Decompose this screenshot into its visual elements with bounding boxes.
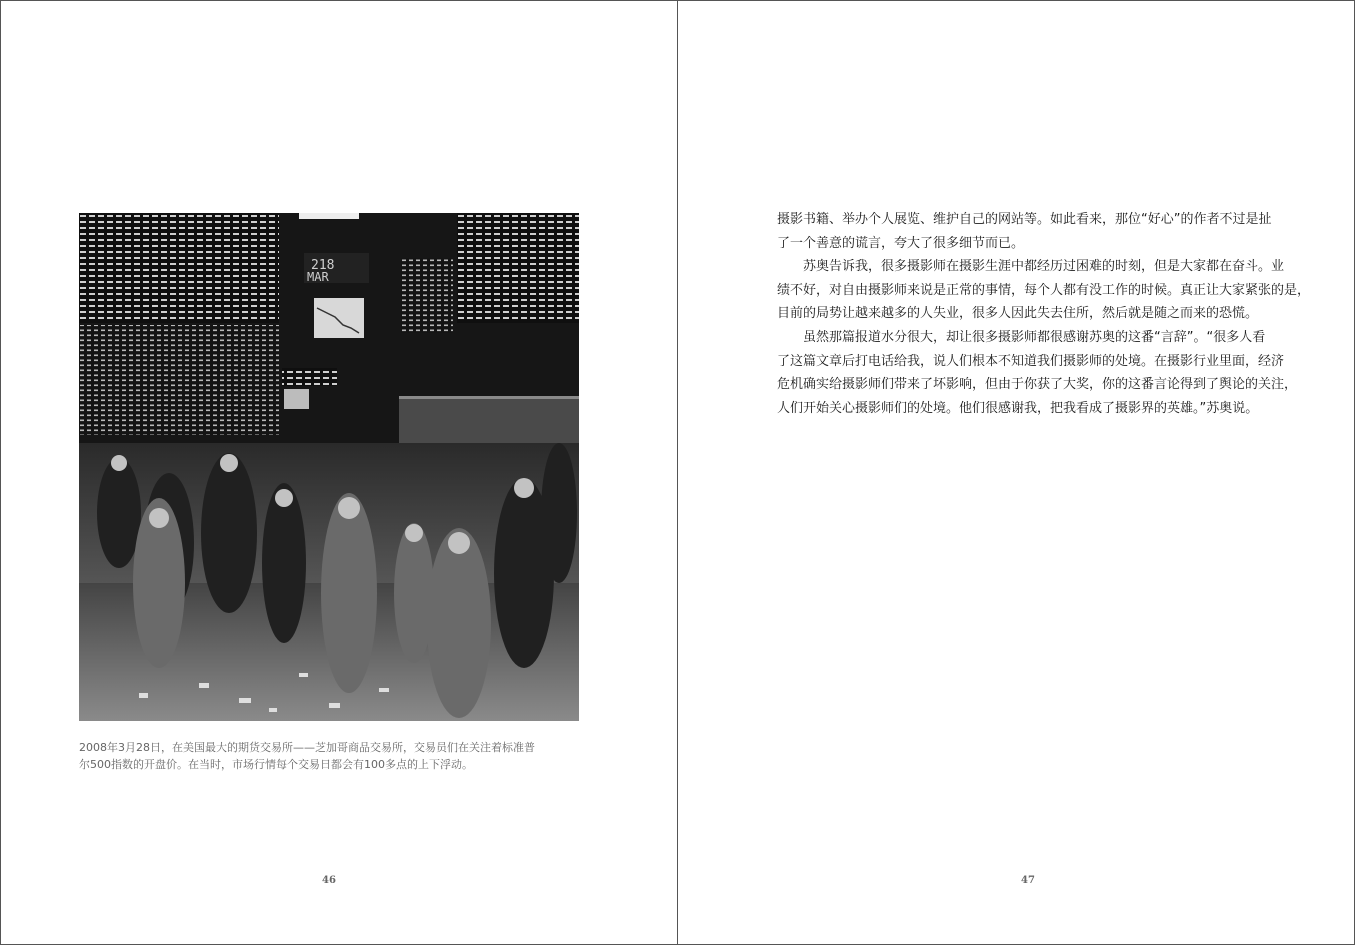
caption-line: 尔500指数的开盘价。在当时，市场行情每个交易日都会有100多点的上下浮动。 (79, 758, 473, 771)
left-page (0, 0, 677, 945)
text-line: 了一个善意的谎言，夸大了很多细节而已。 (777, 235, 1025, 251)
paragraph (777, 326, 1298, 420)
photo-caption (79, 739, 549, 773)
text-line: 危机确实给摄影师们带来了坏影响，但由于你获了大奖，你的这番言论得到了舆论的关注， (777, 377, 1298, 393)
page-number-left: 46 (322, 875, 336, 886)
paragraph (777, 208, 1282, 255)
body-text (777, 208, 1311, 420)
paragraph (777, 255, 1311, 326)
text-line: 目前的局势让越来越多的人失业，很多人因此失去住所，然后就是随之而来的恐慌。 (777, 306, 1259, 322)
board-month: MAR (307, 270, 329, 284)
trading-floor-photo (79, 213, 579, 721)
text-line: 苏奥告诉我，很多摄影师在摄影生涯中都经历过困难的时刻，但是大家都在奋斗。业 (803, 259, 1285, 275)
photo-illustration (79, 213, 579, 721)
page-number-right: 47 (1021, 875, 1035, 886)
right-page (678, 0, 1355, 945)
text-line: 绩不好，对自由摄影师来说是正常的事情，每个人都有没工作的时候。真正让大家紧张的是， (777, 282, 1311, 298)
text-line: 虽然那篇报道水分很大，却让很多摄影师都很感谢苏奥的这番“言辞”。“很多人看 (803, 329, 1266, 345)
caption-line: 2008年3月28日，在美国最大的期货交易所——芝加哥商品交易所，交易员们在关注着标准普 (79, 741, 535, 754)
text-line: 了这篇文章后打电话给我，说人们根本不知道我们摄影师的处境。在摄影行业里面，经济 (777, 353, 1285, 369)
board-number: 218 (311, 258, 335, 273)
text-line: 人们开始关心摄影师们的处境。他们很感谢我，把我看成了摄影界的英雄。”苏奥说。 (777, 400, 1259, 416)
text-line: 摄影书籍、举办个人展览、维护自己的网站等。如此看来，那位“好心”的作者不过是扯 (777, 212, 1272, 227)
